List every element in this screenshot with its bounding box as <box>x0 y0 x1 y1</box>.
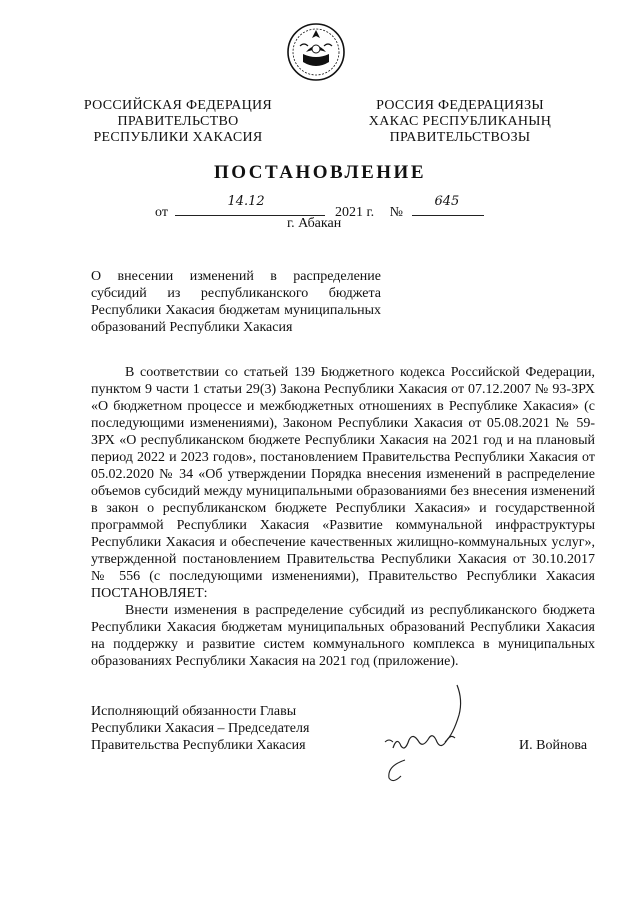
body-paragraph: Внести изменения в распределение субсидий из республиканского бюджета Республики Хакасия бюджетам муниципальных образований Республики Хакасия на поддержку и развитие систем коммунального комплекса в муниципальных образованиях Республики Хакасия на 2021 год (приложение). <box>91 603 595 669</box>
subject-heading: О внесении изменений в распределение субсидий из республиканского бюджета Республики Хакасия бюджетам муниципальных образований Республики Хакасия <box>91 269 381 335</box>
header-left-line: РОССИЙСКАЯ ФЕДЕРАЦИЯ <box>83 98 273 113</box>
header-right-line: ПРАВИТЕЛЬСТВОЗЫ <box>389 130 531 145</box>
signatory-position-line: Республики Хакасия – Председателя <box>91 721 310 736</box>
signatory-position-line: Правительства Республики Хакасия <box>91 738 306 753</box>
header-right-khakas <box>360 98 560 146</box>
document-title: ПОСТАНОВЛЕНИЕ <box>213 162 427 183</box>
handwritten-date: 14.12 <box>227 194 265 209</box>
body-paragraph: В соответствии со статьей 139 Бюджетного кодекса Российской Федерации, пунктом 9 части 1 статьи 29(3) Закона Республики Хакасия от 07.12.2007 № 93-ЗРХ «О бюджетном процессе и межбюджетных отношениях в Республике Хакасия» (с последующими изменениями), Законом Республики Хакасия от 05.08.2021 № 59-ЗРХ «О республиканском бюджете Республики Хакасия на 2021 год и на плановый период 2022 и 2023 годов», постановлением Правительства Республики Хакасия от 05.02.2020 № 34 «Об утверждении Порядка внесения изменений в распределение объемов субсидий между муниципальными образованиями без внесения изменений в закон о республиканском бюджете Республики Хакасия» и государственной программой Республики Хакасия «Развитие коммунальной инфраструктуры Республики Хакасия и обеспечение качественных жилищно-коммунальных услуг», утвержденной постановлением Правительства Республики Хакасия от 30.10.2017 № 556 (с последующими изменениями), Правительство Республики Хакасия ПОСТАНОВЛЯЕТ: <box>91 365 595 601</box>
header-left-line: РЕСПУБЛИКИ ХАКАСИЯ <box>93 130 263 145</box>
coat-of-arms-emblem <box>286 22 346 82</box>
date-from-label: от <box>155 205 168 220</box>
document-body <box>91 364 595 670</box>
year-label: 2021 г. <box>334 205 375 220</box>
header-left-russian <box>78 98 278 146</box>
header-left-line: ПРАВИТЕЛЬСТВО <box>117 114 239 129</box>
signatory-position <box>91 703 309 754</box>
signatory-position-line: Исполняющий обязанности Главы <box>91 704 297 719</box>
number-field <box>412 194 484 216</box>
header-right-line: РОССИЯ ФЕДЕРАЦИЯЗЫ <box>376 98 544 113</box>
number-label: № <box>389 205 403 220</box>
date-field <box>175 194 325 216</box>
signatory-name: И. Войнова <box>519 738 588 753</box>
city-label: г. Абакан <box>287 216 342 231</box>
handwritten-number: 645 <box>434 194 460 209</box>
handwritten-signature <box>375 680 485 790</box>
header-right-line: ХАКАС РЕСПУБЛИКАНЫҢ <box>368 114 552 129</box>
